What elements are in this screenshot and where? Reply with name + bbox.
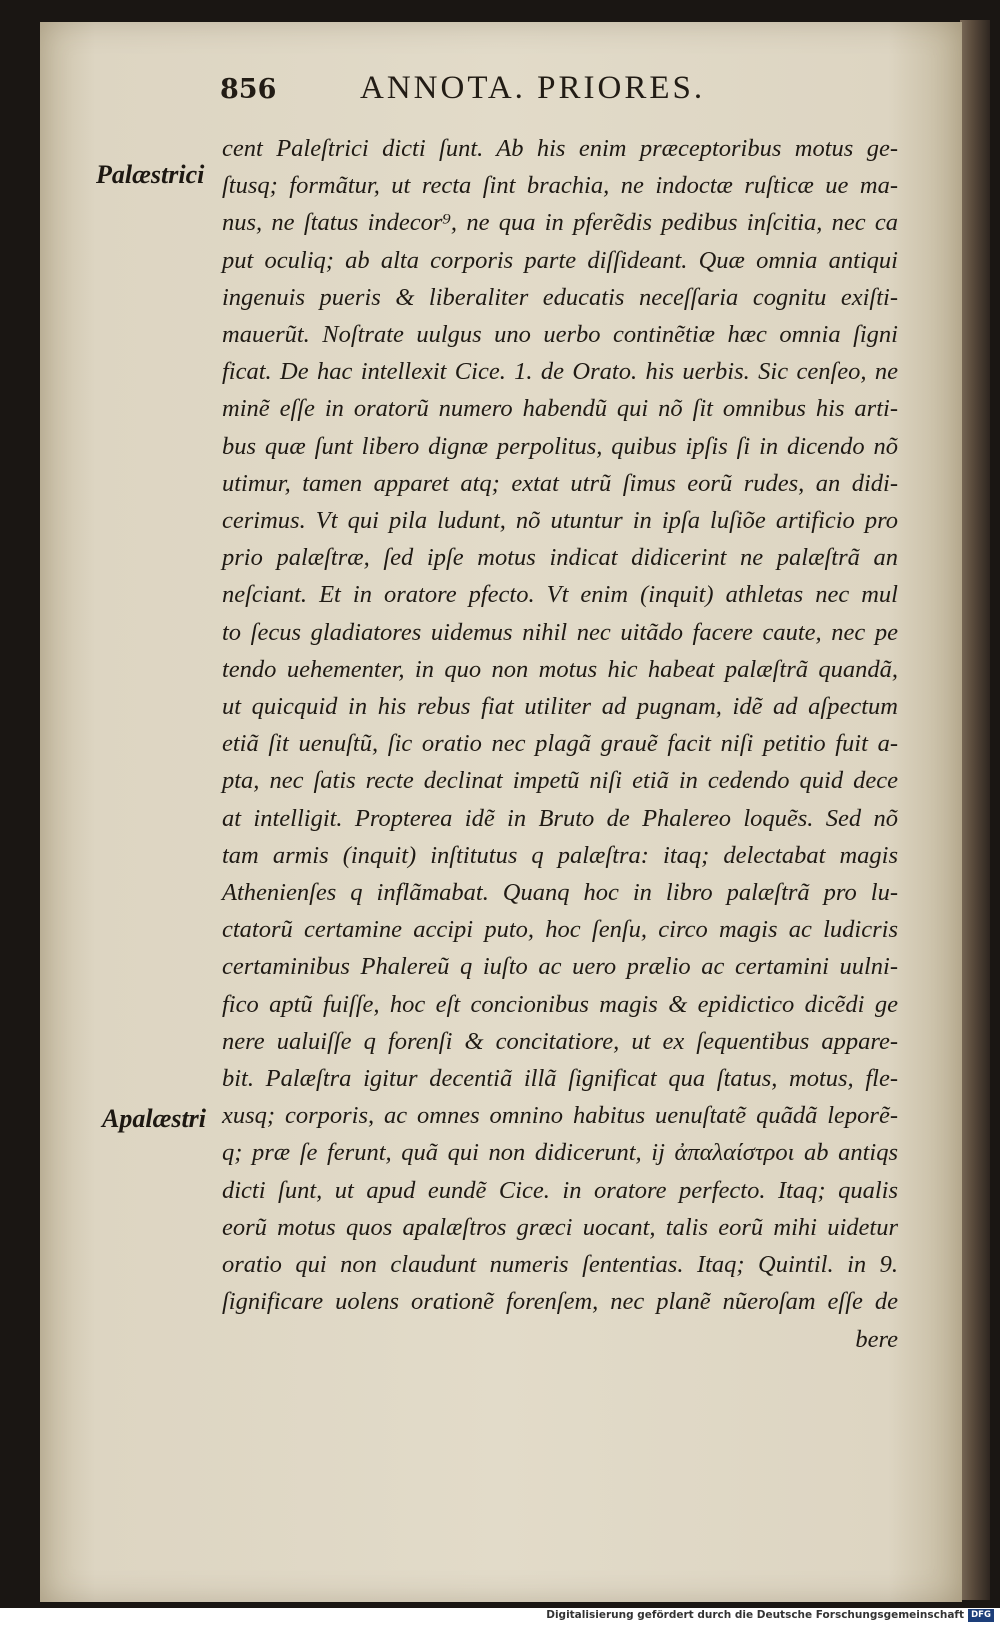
text-line: dicti ſunt, ut apud eundẽ Cice. in oratore perfecto. Itaq; qualis: [222, 1176, 898, 1204]
text-line: tam armis (inquit) inſtitutus q palæſtra: itaq; delectabat magis: [222, 841, 898, 869]
text-line: certaminibus Phalereũ q iuſto ac uero prælio ac certamini uulni-: [222, 953, 898, 981]
text-line: at intelligit. Propterea idẽ in Bruto de Phalereo loquẽs. Sed nõ: [222, 804, 898, 832]
text-line: to ſecus gladiatores uidemus nihil nec uitãdo facere caute, nec pe: [222, 618, 898, 646]
text-line: put oculiq; ab alta corporis parte diſſideant. Quæ omnia antiqui: [222, 246, 898, 274]
text-line: ctatorũ certamine accipi puto, hoc ſenſu, circo magis ac ludicris: [222, 916, 898, 944]
dfg-logo: DFG: [968, 1609, 994, 1622]
margin-note-apalaestri: Apalæstri: [102, 1104, 207, 1133]
text-line: cent Paleſtrici dicti ſunt. Ab his enim præceptoribus motus ge-: [222, 135, 898, 162]
text-line: neſciant. Et in oratore pfecto. Vt enim (inquit) athletas nec mul: [222, 581, 898, 609]
text-line: nus, ne ſtatus indecor⁹, ne qua in pferẽdis pedibus inſcitia, nec ca: [222, 209, 898, 237]
digitization-credit: Digitalisierung gefördert durch die Deutsche Forschungsgemeinschaft: [546, 1609, 964, 1621]
text-line: ſignificare uolens orationẽ forenſem, nec planẽ nũeroſam eſſe de: [222, 1288, 898, 1316]
text-line: etiã ſit uenuſtũ, ſic oratio nec plagã grauẽ facit niſi petitio fuit a-: [222, 730, 898, 758]
text-line: ſtusq; formãtur, ut recta ſint brachia, ne indoctæ ruſticæ ue ma-: [222, 172, 898, 200]
text-line: cerimus. Vt qui pila ludunt, nõ utuntur in ipſa luſiõe artificio pro: [222, 507, 898, 535]
text-line: ficat. De hac intellexit Cice. 1. de Orato. his uerbis. Sic cenſeo, ne: [222, 358, 898, 386]
text-line: oratio qui non claudunt numeris ſententias. Itaq; Quintil. in 9.: [222, 1251, 898, 1279]
text-line: pta, nec ſatis recte declinat impetũ niſi etiã in cedendo quid dece: [222, 767, 898, 795]
text-line: xusq; corporis, ac omnes omnino habitus uenuſtatẽ quãdã leporẽ-: [222, 1102, 898, 1130]
text-line: bere: [855, 1325, 898, 1353]
text-line: fico aptũ fuiſſe, hoc eſt concionibus magis & epidictico dicẽdi ge: [222, 990, 898, 1018]
text-line: mauerũt. Noſtrate uulgus uno uerbo continẽtiæ hæc omnia ſigni: [222, 321, 898, 349]
text-line: ingenuis pueris & liberaliter educatis neceſſaria cognitu exiſti-: [222, 283, 898, 311]
text-line: ut quicquid in his rebus fiat utiliter ad pugnam, idẽ ad aſpectum: [222, 693, 898, 721]
body-text: [222, 130, 898, 1358]
running-head: ANNOTA. PRIORES.: [360, 70, 706, 106]
text-line: minẽ eſſe in oratorũ numero habendũ qui nõ ſit omnibus his arti-: [222, 395, 898, 423]
page-header: [172, 66, 872, 110]
margin-note-palaestrici: Palæstrici: [96, 160, 205, 189]
text-line: q; præ ſe ferunt, quã qui non didicerunt, ij ἀπαλαίστροι ab antiqs: [222, 1139, 898, 1167]
page-number: 856: [220, 74, 277, 105]
book-spine-edge: [960, 20, 990, 1600]
text-line: tendo uehementer, in quo non motus hic habeat palæſtrã quandã,: [222, 655, 898, 683]
text-line: Athenienſes q inflãmabat. Quanq hoc in libro palæſtrã pro lu-: [222, 879, 898, 907]
text-line: utimur, tamen apparet atq; extat utrũ ſimus eorũ rudes, an didi-: [222, 469, 898, 497]
text-line: prio palæſtræ, ſed ipſe motus indicat didicerint ne palæſtrã an: [222, 544, 898, 572]
text-line: bit. Palæſtra igitur decentiã illã ſignificat qua ſtatus, motus, fle-: [222, 1065, 898, 1093]
text-line: bus quæ ſunt libero dignæ perpolitus, quibus ipſis ſi in dicendo nõ: [222, 432, 898, 460]
text-line: eorũ motus quos apalæſtros græci uocant, talis eorũ mihi uidetur: [222, 1213, 898, 1241]
text-line: nere ualuiſſe q forenſi & concitatiore, ut ex ſequentibus appare-: [222, 1027, 898, 1055]
